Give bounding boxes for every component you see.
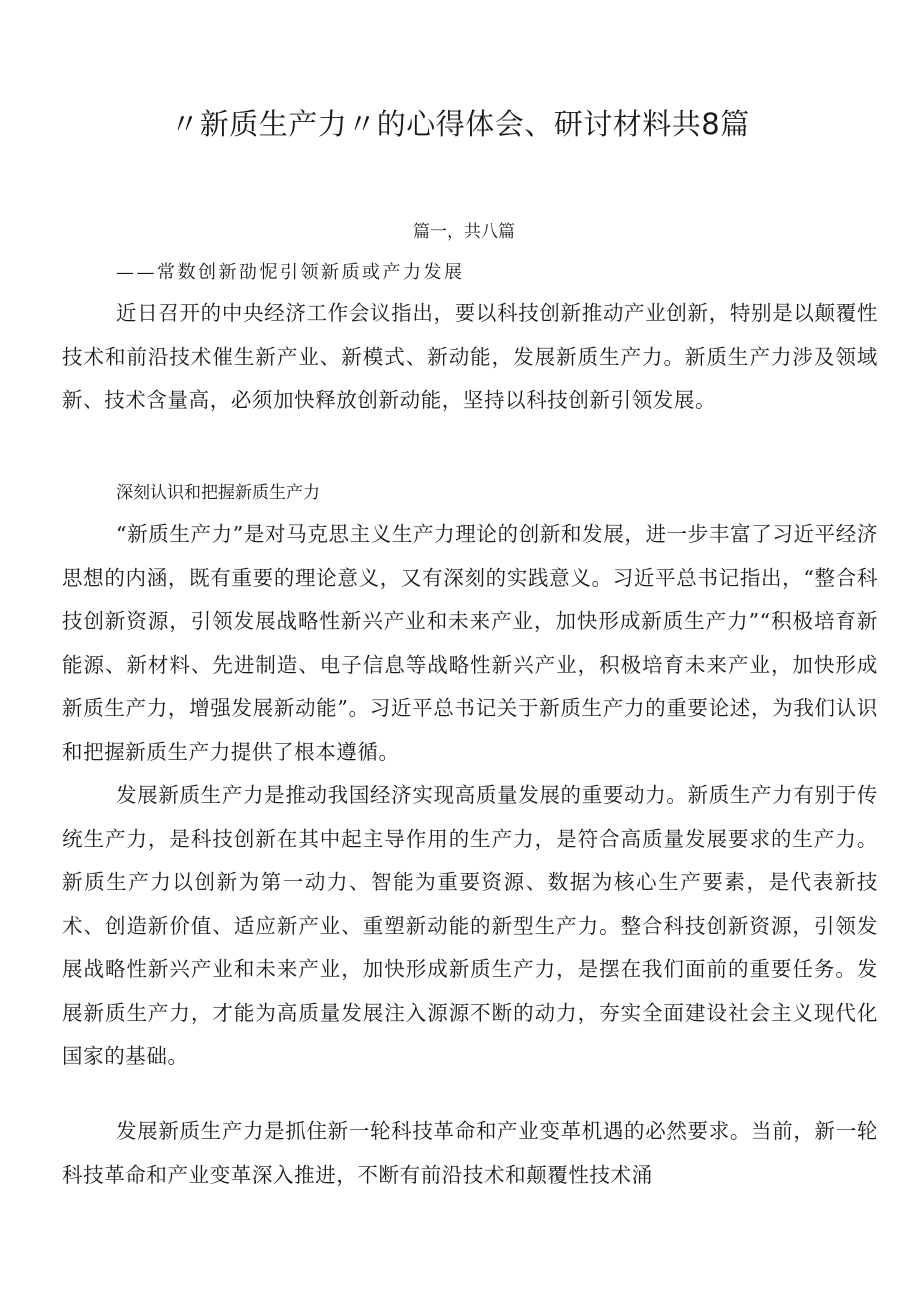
- paragraph-intro: 近日召开的中央经济工作会议指出，要以科技创新推动产业创新，特别是以颠覆性技术和前沿技术催生新产业、新模式、新动能，发展新质生产力。新质生产力涉及领域新、技术含量高，必须加快释放创新动能，坚持以科技创新引领发展。: [62, 301, 878, 412]
- document-title: 〃新质生产力〃的心得体会、研讨材料共8篇: [170, 107, 750, 141]
- paragraph-driving-force: 发展新质生产力是推动我国经济实现高质量发展的重要动力。新质生产力有别于传统生产力，是科技创新在其中起主导作用的生产力，是符合高质量发展要求的生产力。新质生产力以创新为第一动力、智能为重要资源、数据为核心生产要素，是代表新技术、创造新价值、适应新产业、重塑新动能的新型生产力。整合科技创新资源，引领发展战略性新兴产业和未来产业，加快形成新质生产力，是摆在我们面前的重要任务。发展新质生产力，才能为高质量发展注入源源不断的动力，夯实全面建设社会主义现代化国家的基础。: [62, 783, 878, 1068]
- section-heading: 深刻认识和把握新质生产力: [116, 483, 320, 503]
- paragraph-opportunity: 发展新质生产力是抓住新一轮科技革命和产业变革机遇的必然要求。当前，新一轮科技革命和产业变革深入推进，不断有前沿技术和颠覆性技术涌: [62, 1119, 878, 1187]
- document-subtitle: ——常数创新劭怩引领新质或产力发展: [116, 262, 465, 283]
- part-label: 篇一，共八篇: [413, 222, 515, 242]
- paragraph-theory: “新质生产力”是对马克思主义生产力理论的创新和发展，进一步丰富了习近平经济思想的内涵，既有重要的理论意义，又有深刻的实践意义。习近平总书记指出，“整合科技创新资源，引领发展战略性新兴产业和未来产业，加快形成新质生产力”“积极培育新能源、新材料、先进制造、电子信息等战略性新兴产业，积极培育未来产业，加快形成新质生产力，增强发展新动能”。习近平总书记关于新质生产力的重要论述，为我们认识和把握新质生产力提供了根本遵循。: [62, 522, 878, 764]
